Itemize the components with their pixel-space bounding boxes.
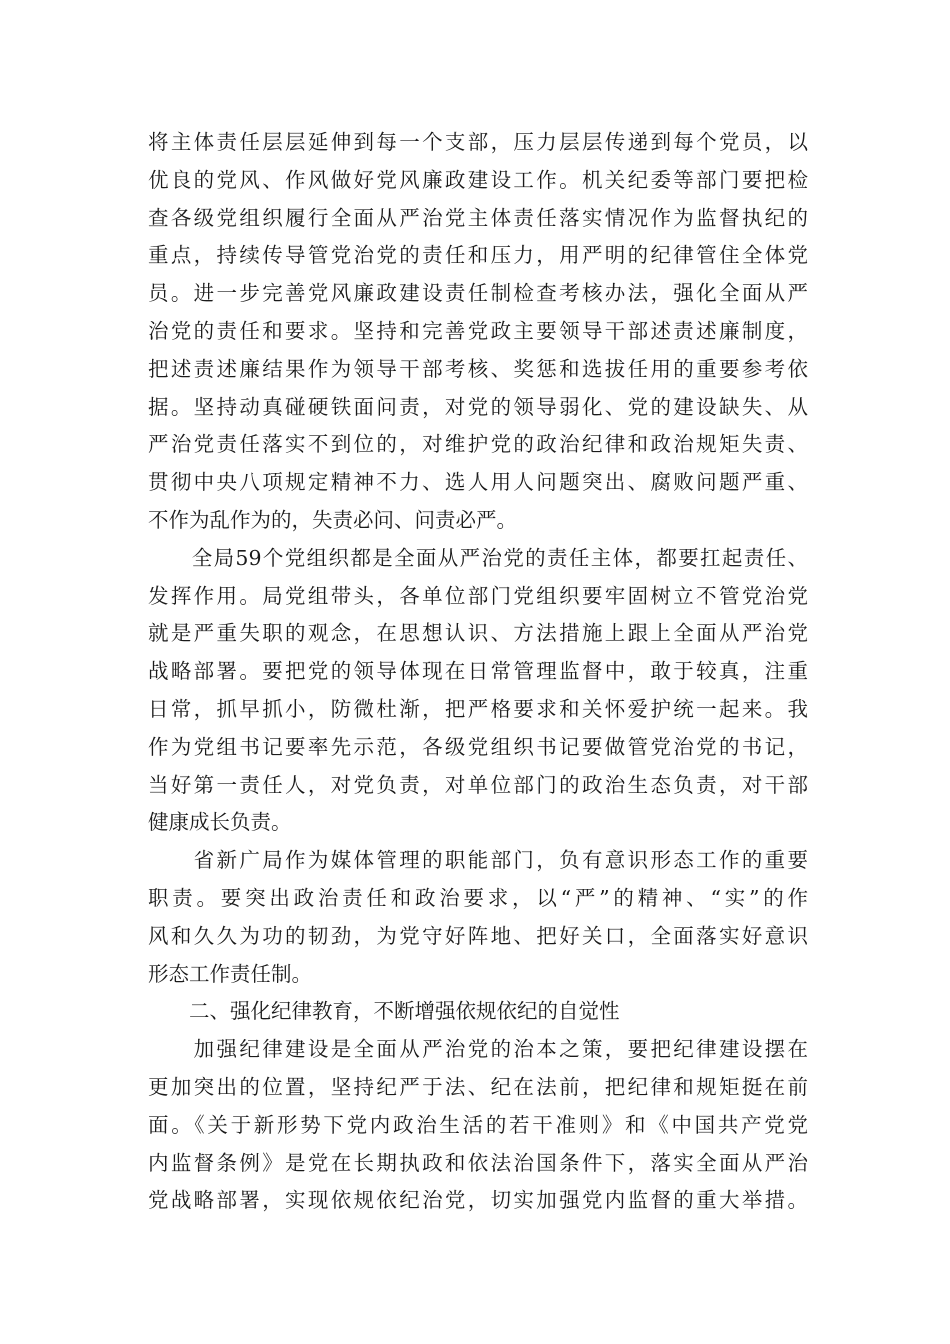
text-line: 就是严重失职的观念，在思想认识、方法措施上跟上全面从严治党 <box>148 621 808 646</box>
text-line: 风和久久为功的韧劲，为党守好阵地、把好关口，全面落实好意识 <box>148 923 808 948</box>
text-line: 内监督条例》是党在长期执政和依法治国条件下，落实全面从严治 <box>148 1150 808 1175</box>
text-line: 日常，抓早抓小，防微杜渐，把严格要求和关怀爱护统一起来。我 <box>148 696 808 721</box>
text-line: 发挥作用。局党组带头，各单位部门党组织要牢固树立不管党治党 <box>148 583 808 608</box>
text-line: 当好第一责任人，对党负责，对单位部门的政治生态负责，对干部 <box>148 772 808 797</box>
text-line: 据。坚持动真碰硬铁面问责，对党的领导弱化、党的建设缺失、从 <box>148 394 808 419</box>
text-line: 将主体责任层层延伸到每一个支部，压力层层传递到每个党员，以 <box>148 130 808 154</box>
text-line: 重点，持续传导管党治党的责任和压力，用严明的纪律管住全体党 <box>148 243 808 268</box>
text-line: 面。《关于新形势下党内政治生活的若干准则》和《中国共产党党 <box>148 1112 808 1137</box>
text-line: 形态工作责任制。 <box>148 961 312 986</box>
text-line: 优良的党风、作风做好党风廉政建设工作。机关纪委等部门要把检 <box>148 167 808 192</box>
text-line: 作为党组书记要率先示范，各级党组织书记要做管党治党的书记， <box>148 734 808 759</box>
text-line: 严治党责任落实不到位的，对维护党的政治纪律和政治规矩失责、 <box>148 432 808 457</box>
text-line: 把述责述廉结果作为领导干部考核、奖惩和选拔任用的重要参考依 <box>148 356 808 381</box>
text-line: 战略部署。要把党的领导体现在日常管理监督中，敢于较真，注重 <box>148 659 808 684</box>
text-line: 加强纪律建设是全面从严治党的治本之策，要把纪律建设摆在 <box>148 1037 808 1062</box>
text-line: 省新广局作为媒体管理的职能部门，负有意识形态工作的重要 <box>148 848 808 873</box>
text-line: 全局59个党组织都是全面从严治党的责任主体，都要扛起责任、 <box>148 545 808 570</box>
text-line: 贯彻中央八项规定精神不力、选人用人问题突出、腐败问题严重、 <box>148 470 808 495</box>
text-line: 健康成长负责。 <box>148 810 292 835</box>
text-line: 治党的责任和要求。坚持和完善党政主要领导干部述责述廉制度， <box>148 318 808 343</box>
text-line: 职责。要突出政治责任和政治要求，以“严”的精神、“实”的作 <box>148 885 808 910</box>
text-line: 员。进一步完善党风廉政建设责任制检查考核办法，强化全面从严 <box>148 281 808 306</box>
text-line: 查各级党组织履行全面从严治党主体责任落实情况作为监督执纪的 <box>148 205 808 230</box>
body-text <box>148 124 808 1220</box>
text-line: 党战略部署，实现依规依纪治党，切实加强党内监督的重大举措。 <box>148 1188 808 1213</box>
section-heading: 二、强化纪律教育，不断增强依规依纪的自觉性 <box>148 999 620 1024</box>
text-line: 不作为乱作为的，失责必问、问责必严。 <box>148 507 517 532</box>
text-line: 更加突出的位置，坚持纪严于法、纪在法前，把纪律和规矩挺在前 <box>148 1074 808 1099</box>
